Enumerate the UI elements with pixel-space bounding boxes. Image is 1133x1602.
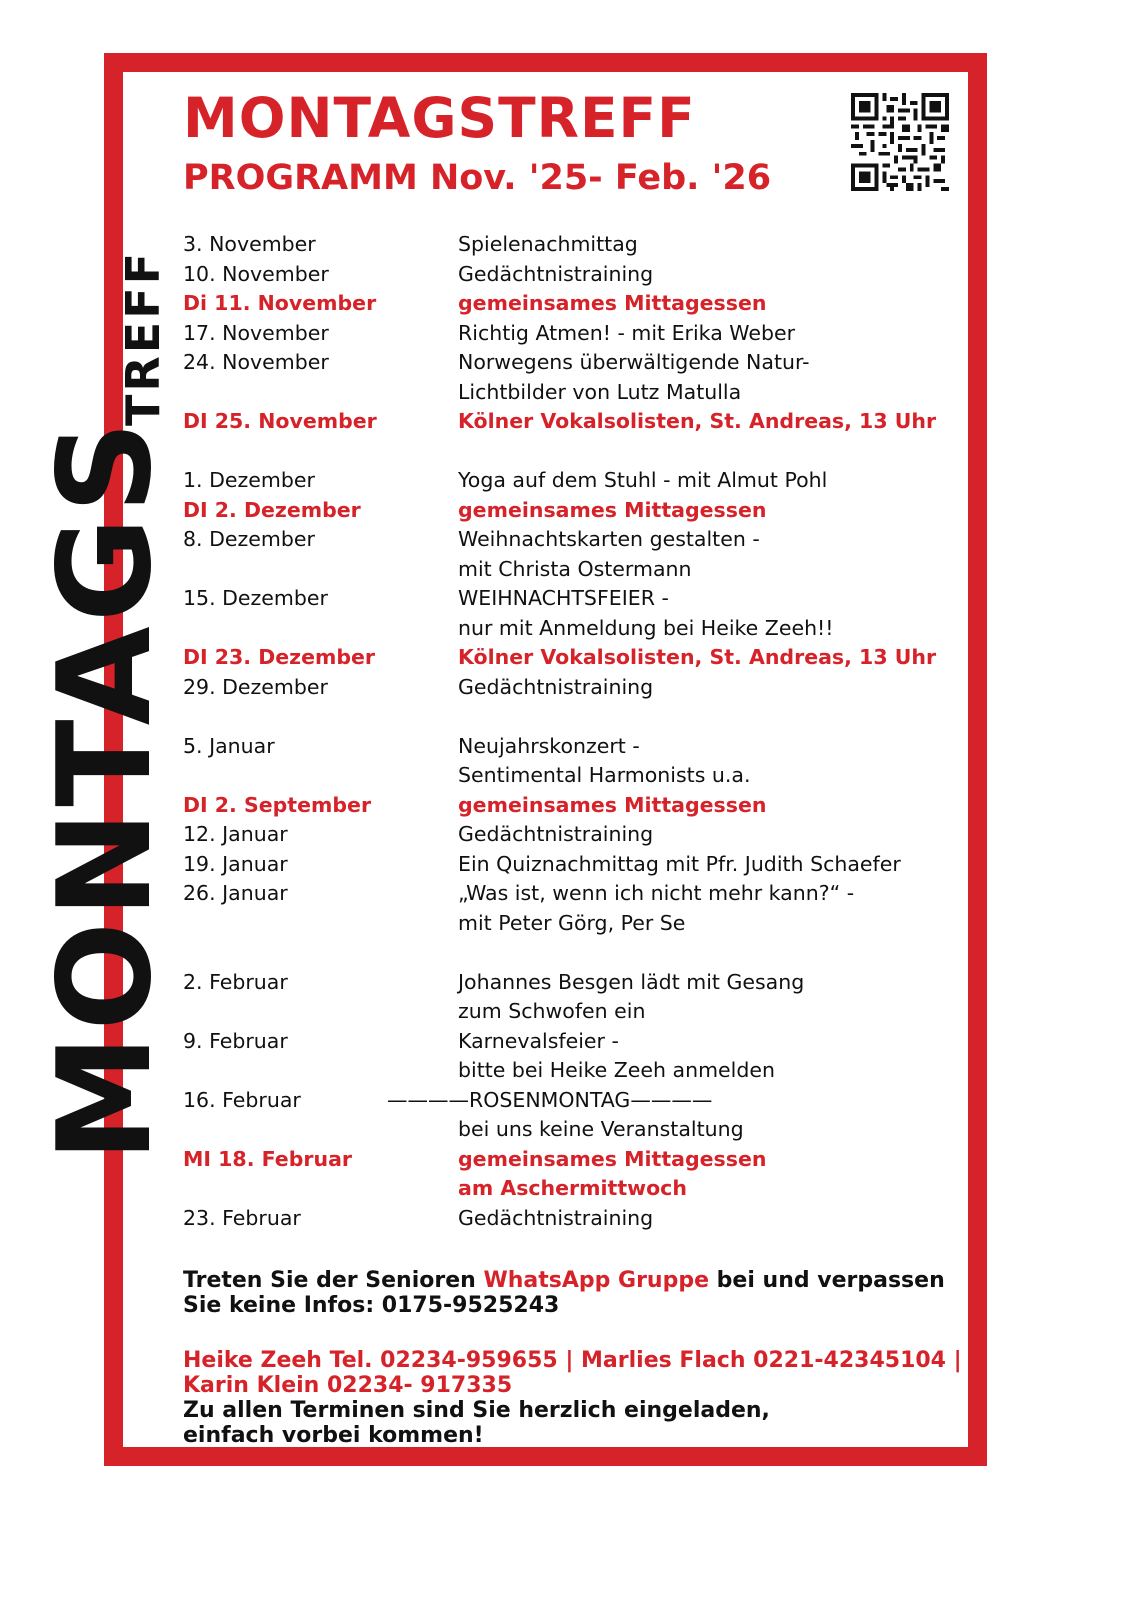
qr-code-icon[interactable] <box>851 93 949 191</box>
schedule-event: zum Schwofen ein <box>458 999 646 1023</box>
schedule-event: ————ROSENMONTAG———— <box>387 1087 713 1112</box>
schedule-date: 2. Februar <box>183 969 288 994</box>
schedule-date: 1. Dezember <box>183 468 315 492</box>
schedule-date: DI 23. Dezember <box>183 645 376 669</box>
schedule-row <box>183 1115 973 1145</box>
schedule-row <box>183 378 973 408</box>
invitation-line-1: Zu allen Terminen sind Sie herzlich eingeladen, <box>183 1398 770 1423</box>
schedule-row <box>183 643 973 673</box>
schedule-event: WEIHNACHTSFEIER - <box>458 586 669 610</box>
page-title: MONTAGSTREFF <box>183 86 696 150</box>
schedule-row <box>183 555 973 585</box>
schedule-event: Norwegens überwältigende Natur- <box>458 350 810 374</box>
schedule-date: DI 25. November <box>183 409 377 433</box>
schedule-row <box>183 1204 973 1234</box>
schedule-row <box>183 348 973 378</box>
schedule-row <box>183 879 973 909</box>
schedule-row <box>183 1174 973 1204</box>
schedule-row <box>183 909 973 939</box>
schedule-event: Neujahrskonzert - <box>458 733 640 758</box>
schedule-row <box>183 407 973 437</box>
schedule-spacer <box>183 437 973 467</box>
schedule-date: 23. Februar <box>183 1205 301 1230</box>
schedule-spacer <box>183 938 973 968</box>
schedule-event: bei uns keine Veranstaltung <box>458 1117 744 1141</box>
schedule-event: mit Christa Ostermann <box>458 556 692 581</box>
schedule-row <box>183 1086 973 1116</box>
schedule-event: gemeinsames Mittagessen <box>458 497 767 522</box>
schedule-row <box>183 791 973 821</box>
schedule-event: mit Peter Görg, Per Se <box>458 910 686 935</box>
schedule-spacer <box>183 702 973 732</box>
schedule-event: Spielenachmittag <box>458 232 638 256</box>
schedule-event: nur mit Anmeldung bei Heike Zeeh!! <box>458 615 834 640</box>
contacts <box>183 1348 973 1398</box>
schedule-row <box>183 319 973 349</box>
schedule-date: 29. Dezember <box>183 674 328 699</box>
page-subtitle: PROGRAMM Nov. '25- Feb. '26 <box>183 158 772 198</box>
invitation-line-2: einfach vorbei kommen! <box>183 1423 484 1448</box>
schedule-date: DI 2. Dezember <box>183 497 361 522</box>
schedule-event: gemeinsames Mittagessen <box>458 291 767 315</box>
schedule-date: 15. Dezember <box>183 586 328 610</box>
schedule-date: 12. Januar <box>183 822 288 846</box>
schedule-event: Gedächtnistraining <box>458 261 654 286</box>
schedule-event: Ein Quiznachmittag mit Pfr. Judith Schaefer <box>458 851 901 876</box>
schedule-row <box>183 1056 973 1086</box>
schedule-date: 26. Januar <box>183 881 288 905</box>
schedule-row <box>183 761 973 791</box>
schedule-date: 10. November <box>183 261 329 286</box>
schedule-event: Karnevalsfeier - <box>458 1028 619 1053</box>
schedule-row <box>183 968 973 998</box>
schedule-row <box>183 525 973 555</box>
schedule-event: bitte bei Heike Zeeh anmelden <box>458 1058 775 1082</box>
schedule-date: 8. Dezember <box>183 527 315 551</box>
schedule-event: Sentimental Harmonists u.a. <box>458 763 751 787</box>
whatsapp-phone: Sie keine Infos: 0175-9525243 <box>183 1293 560 1318</box>
schedule-event: Yoga auf dem Stuhl - mit Almut Pohl <box>458 468 828 492</box>
schedule-row <box>183 1145 973 1175</box>
schedule-date: Di 11. November <box>183 291 377 315</box>
whatsapp-note <box>183 1268 973 1318</box>
schedule-date: DI 2. September <box>183 792 372 817</box>
schedule-row <box>183 466 973 496</box>
schedule-event: Weihnachtskarten gestalten - <box>458 527 760 551</box>
schedule-event: Gedächtnistraining <box>458 674 654 699</box>
schedule-date: 9. Februar <box>183 1028 288 1053</box>
schedule-date: 16. Februar <box>183 1087 301 1112</box>
schedule-event: Lichtbilder von Lutz Matulla <box>458 379 742 404</box>
schedule-event: Kölner Vokalsolisten, St. Andreas, 13 Uhr <box>458 409 937 433</box>
schedule-row <box>183 673 973 703</box>
contacts-line-1: Heike Zeeh Tel. 02234-959655 | Marlies Flach 0221-42345104 | <box>183 1348 962 1373</box>
schedule-date: 3. November <box>183 232 316 256</box>
contacts-line-2: Karin Klein 02234- 917335 <box>183 1373 513 1398</box>
schedule-row <box>183 230 973 260</box>
vertical-logo <box>31 249 180 1162</box>
schedule-date: 24. November <box>183 350 329 374</box>
whatsapp-text-post: bei und verpassen <box>709 1268 945 1293</box>
schedule-date: 17. November <box>183 320 329 345</box>
schedule-row <box>183 584 973 614</box>
schedule-row <box>183 1027 973 1057</box>
schedule-event: gemeinsames Mittagessen <box>458 792 767 817</box>
vertical-logo-treff: TREFF <box>116 249 170 426</box>
schedule-event: Richtig Atmen! - mit Erika Weber <box>458 320 796 345</box>
schedule-row <box>183 820 973 850</box>
schedule-row <box>183 260 973 290</box>
schedule-row <box>183 850 973 880</box>
schedule-date: 5. Januar <box>183 733 275 758</box>
schedule-row <box>183 496 973 526</box>
schedule-event: Gedächtnistraining <box>458 822 654 846</box>
schedule-row <box>183 997 973 1027</box>
vertical-logo-montags: MONTAGS <box>31 417 180 1162</box>
schedule-row <box>183 289 973 319</box>
invitation <box>183 1398 973 1448</box>
schedule-event: gemeinsames Mittagessen <box>458 1146 767 1171</box>
schedule-row <box>183 614 973 644</box>
schedule-event: Gedächtnistraining <box>458 1205 654 1230</box>
schedule-event: Johannes Besgen lädt mit Gesang <box>458 969 805 994</box>
schedule-event: Kölner Vokalsolisten, St. Andreas, 13 Uhr <box>458 645 937 669</box>
program-schedule <box>183 230 973 1233</box>
schedule-event: am Aschermittwoch <box>458 1176 687 1200</box>
schedule-date: 19. Januar <box>183 851 288 876</box>
schedule-row <box>183 732 973 762</box>
schedule-event: „Was ist, wenn ich nicht mehr kann?“ - <box>458 881 855 905</box>
whatsapp-text-pre: Treten Sie der Senioren <box>183 1268 484 1293</box>
whatsapp-group-link[interactable]: WhatsApp Gruppe <box>483 1268 709 1293</box>
schedule-date: MI 18. Februar <box>183 1146 353 1171</box>
